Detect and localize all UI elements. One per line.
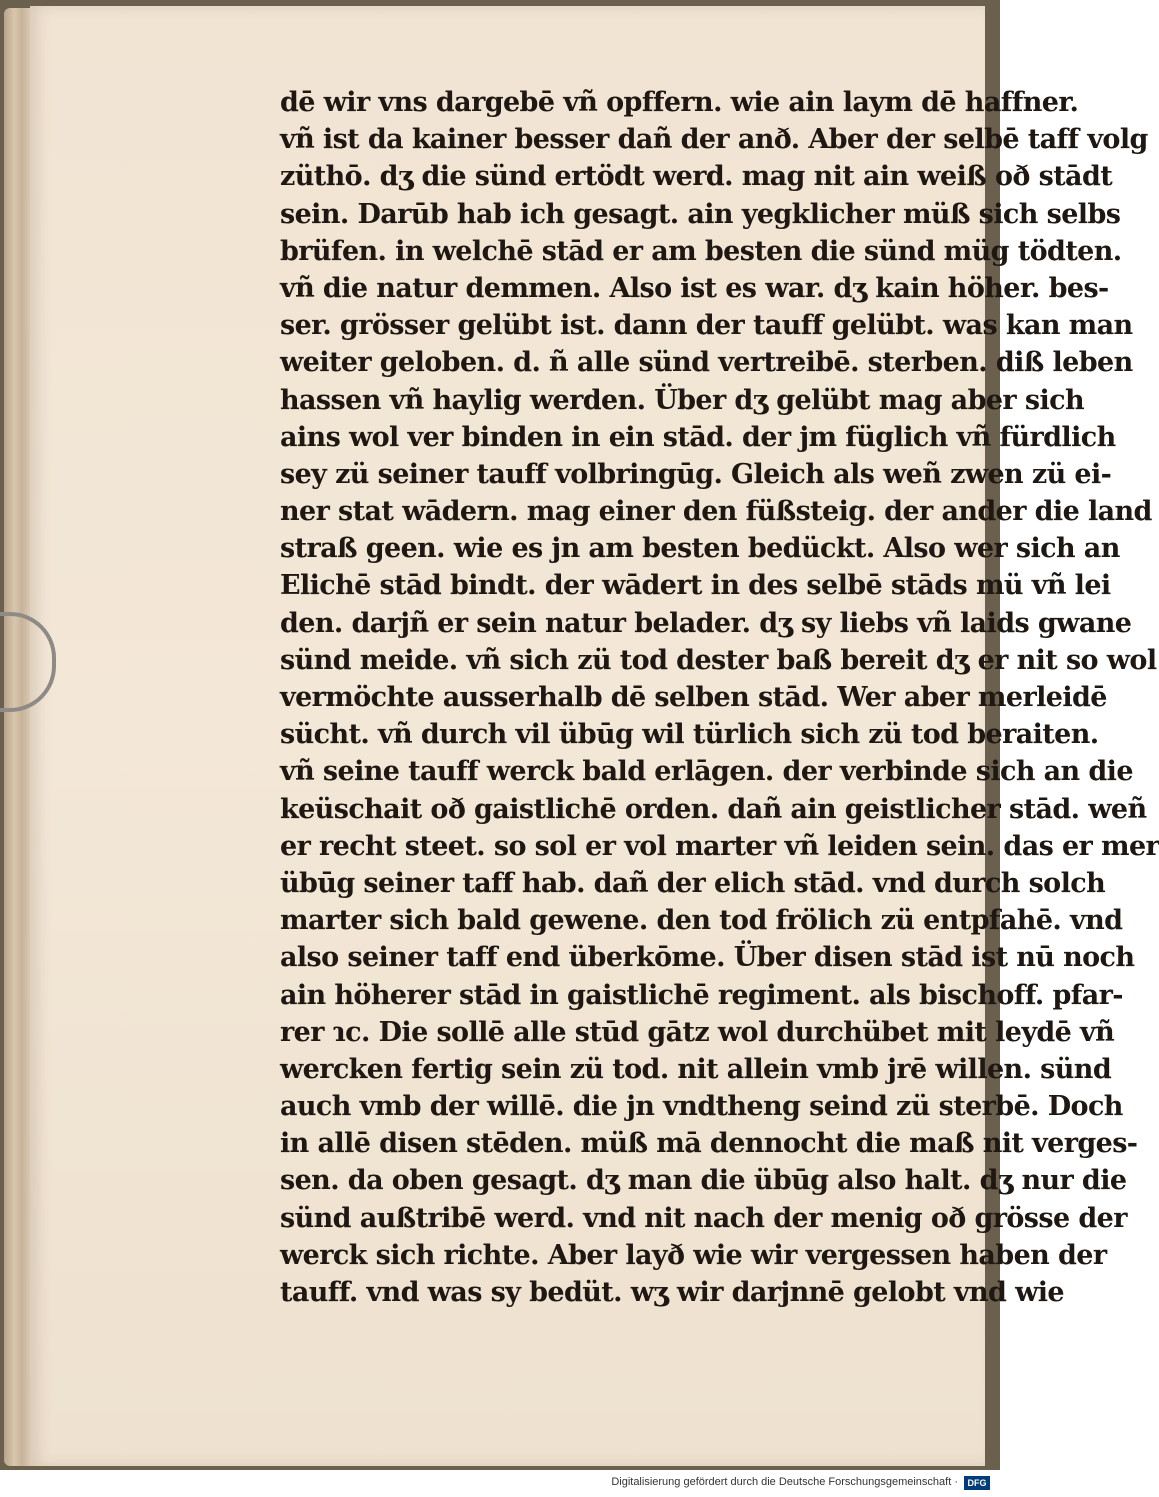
- footer-bar: [0, 1470, 1000, 1497]
- text-line: vñ die natur demmen. Also ist es war. dʒ kain höher. bes-: [280, 272, 1109, 304]
- text-line: marter sich bald gewene. den tod frölich zü entpfahē. vnd: [280, 905, 1123, 937]
- text-line: tauff. vnd was sy bedüt. wʒ wir darjnnē gelobt vnd wie: [280, 1277, 1064, 1308]
- text-line: sen. da oben gesagt. dʒ man die übūg also halt. dʒ nur die: [280, 1165, 1127, 1197]
- text-line: wercken fertig sein zü tod. nit allein vmb jrē willen. sünd: [280, 1053, 1112, 1085]
- text-line: dē wir vns dargebē vñ opffern. wie ain laym dē haffner.: [280, 87, 1079, 118]
- text-line: züthō. dʒ die sünd ertödt werd. mag nit ain weiß oð stādt: [280, 161, 1113, 193]
- book-page: [30, 6, 1159, 1466]
- text-line: ner stat wādern. mag einer den füßsteig. der ander die land: [280, 496, 1152, 528]
- text-line: ain höherer stād in gaistlichē regiment. als bischoff. pfar-: [280, 979, 1123, 1011]
- text-line: sünd meide. vñ sich zü tod dester baß bereit dʒ er nit so wol: [280, 644, 1157, 676]
- text-line: sücht. vñ durch vil übūg wil türlich sich zü tod beraiten.: [280, 719, 1099, 751]
- text-line: er recht steet. so sol er vol marter vñ leiden sein. das er mer: [280, 830, 1159, 862]
- funding-credit: Digitalisierung gefördert durch die Deutsche Forschungsgemeinschaft ·: [611, 1476, 958, 1488]
- text-block: [280, 84, 1159, 1311]
- text-line: übūg seiner taff hab. dañ der elich stād. vnd durch solch: [280, 867, 1106, 899]
- text-line: sünd außtribē werd. vnd nit nach der menig oð grösse der: [280, 1202, 1127, 1234]
- text-line: auch vmb der willē. die jn vndtheng seind zü sterbē. Doch: [280, 1091, 1123, 1123]
- text-line: ser. grösser gelübt ist. dann der tauff gelübt. was kan man: [280, 310, 1133, 342]
- text-line: den. darjñ er sein natur belader. dʒ sy liebs vñ laids gwane: [280, 607, 1132, 639]
- text-line: vermöchte ausserhalb dē selben stād. Wer aber merleidē: [280, 682, 1107, 713]
- text-line: in allē disen stēden. müß mā dennocht die maß nit verges-: [280, 1128, 1138, 1160]
- text-line: straß geen. wie es jn am besten bedückt. Also wer sich an: [280, 533, 1120, 565]
- text-line: also seiner taff end überkōme. Über disen stād ist nū noch: [280, 942, 1135, 974]
- text-line: ains wol ver binden in ein stād. der jm füglich vñ fürdlich: [280, 421, 1116, 453]
- text-line: hassen vñ haylig werden. Über dʒ gelübt mag aber sich: [280, 384, 1084, 416]
- text-line: keüschait oð gaistlichē orden. dañ ain geistlicher stād. weñ: [280, 793, 1147, 825]
- text-line: rer ɿc. Die sollē alle stūd gātz wol durchübet mit leydē vñ: [280, 1016, 1115, 1048]
- text-line: werck sich richte. Aber layð wie wir vergessen haben der: [280, 1239, 1107, 1271]
- text-line: sein. Darūb hab ich gesagt. ain yegklicher müß sich selbs: [280, 198, 1121, 230]
- dfg-logo: DFG: [964, 1476, 990, 1490]
- text-line: brüfen. in welchē stād er am besten die sünd müg tödten.: [280, 235, 1122, 267]
- text-line: vñ ist da kainer besser dañ der anð. Aber der selbē taff volg: [280, 124, 1148, 156]
- text-line: sey zü seiner tauff volbringūg. Gleich als weñ zwen zü ei-: [280, 458, 1112, 490]
- text-line: vñ seine tauff werck bald erlāgen. der verbinde sich an die: [280, 756, 1133, 788]
- text-line: Elichē stād bindt. der wādert in des selbē stāds mü vñ lei: [280, 570, 1111, 602]
- text-line: weiter geloben. d. ñ alle sünd vertreibē. sterben. diß leben: [280, 347, 1133, 379]
